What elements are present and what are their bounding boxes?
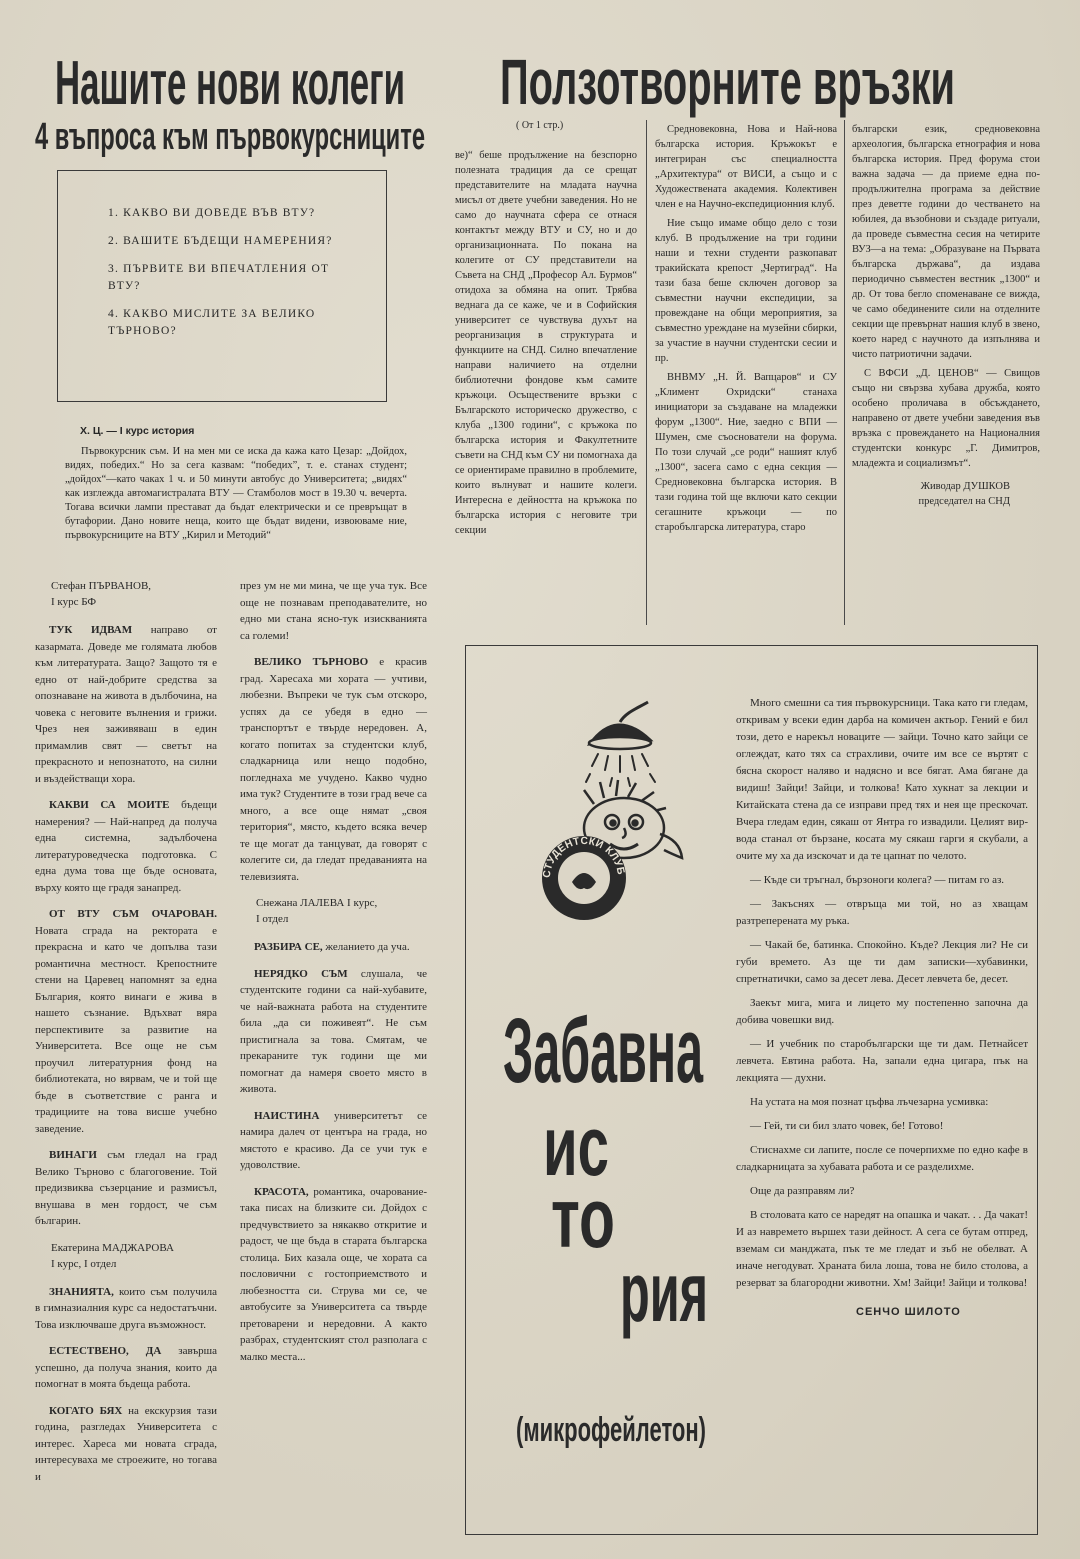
- article-paragraph: [240, 966, 427, 1098]
- paragraph-text: които съм получила в гимназиалния курс са недостатъчни. Това изключваше друга възможност.: [35, 1285, 217, 1331]
- feuilleton-title-text: Забавна: [503, 1000, 704, 1092]
- author-course: I отдел: [256, 913, 289, 925]
- paragraph-text: през ум не ми мина, че ще уча тук. Все още не познавам преподавателите, но едно ми стана ясно-тук изискванията са големи!: [240, 580, 427, 642]
- feuilleton-subtitle-text: (микрофейлетон): [516, 1411, 706, 1449]
- article-paragraph: ве)“ беше продължение на безспорно полезната традиция да се срещат представителите на младата научна мисъл от двете учебни заведения. Но не само до научната сфера се отнася контактът между ВТУ и СУ, но и до организационната. По покана на колегите от СУ представители на Съвета на СНД „Професор Ал. Бурмов“ отидоха за обмяна на опит. Трябва веднага да се каже, че и в Софийския университет се чувствува духът на реорганизация в структурата и функциите на СНД. Силно впечатление направи наличието на отделни библиотечни фондове към самите кръжоци. Осъществените връзки с Българското историческо дружество, с клуба „1300 години“, с кръжока по българска история и Факултетните съвети на СНД към СУ ни помогнаха да се ориентираме правилно в проблемите, които вълнуват и нашите колеги. Интересна е дейността на кръжока по българска история с неговите три секции: [455, 150, 637, 536]
- continued-from-note: ( От 1 стр.): [516, 120, 564, 131]
- left-article-headline: [55, 52, 407, 114]
- badge-text: СТУДЕНТСКИ КЛУБ: [540, 834, 628, 879]
- questions-box: [57, 170, 387, 402]
- paragraph-text: завърша успешно, да получа знания, които да помогнат в моята бъдеща работа.: [35, 1345, 217, 1390]
- paragraph-text: романтика, очарование-така писах на близките си. Дойдох с предчувствието за някакво откритие и радост, че ще бъда в старата българска столица. Бих казала още, че хората са пословични с гостоприемството и любезността си. Струва ми се, че автобусите за Университета са твърде претоварени и нередовни. А както разбрах, студентският стол разполага с малко места...: [240, 1185, 427, 1363]
- feuilleton-paragraph: Много смешни са тия първокурсници. Така като ги гледам, откривам у всеки един дарба на комичен актьор. Гений е бил този, дето е нарекъл новаците — зайци. Точно като зайци се оглеждат, като тях са страхливи, очите им все се въртят с бясна скорост наляво и надясно и все бягат. Ама бягане да видиш! Зайци! Зайци, и толкова! Като хукнат за лекции и Китайската стена да се изправи пред тях и нея ще прескочат. Вчера гледам един, сякаш от Янтра го извадили. Целият вир-вода станал от бързане, косата му сякаш гарги я скубали, а очите му ха да изскочат и да те цапнат по челото.: [736, 697, 1028, 862]
- left-article-column-2: [240, 578, 427, 1375]
- article-paragraph: [35, 1147, 217, 1230]
- feuilleton-title-text: то: [551, 1185, 615, 1255]
- article-paragraph: [35, 1284, 217, 1334]
- feuilleton-paragraph: — Закъснях — отвръща ми той, но аз хващам разтреперената му ръка.: [736, 898, 1028, 927]
- right-article-headline: [500, 52, 958, 120]
- author-block: [51, 1240, 217, 1272]
- feuilleton-title-text: ис: [543, 1115, 609, 1181]
- feuilleton-paragraph: Още да разправям ли?: [750, 1185, 855, 1197]
- feuilleton-title-part-3: [551, 1185, 619, 1255]
- paragraph-lead: НАИСТИНА: [254, 1109, 320, 1122]
- feuilleton-title-part-4: [620, 1255, 712, 1345]
- paragraph-lead: ЗНАНИЯТА,: [49, 1285, 114, 1298]
- article-paragraph: [240, 939, 427, 956]
- article-paragraph: [35, 906, 217, 1137]
- article-paragraph: [35, 1403, 217, 1486]
- question-1: 1. КАКВО ВИ ДОВЕДЕ ВЪВ ВТУ?: [108, 207, 316, 219]
- paragraph-text: Новата сграда на ректората е прекрасна и като че допълва тази романтична местност. Крепостните стени на Царевец напомнят за една България, която винаги е жива в нашето съзнание. Вдъхват вяра перспективите за развитие на Университета. Все още не съм проучил литературния фонд на библиотеката, но вярвам, че и той ще бъде в съответствие с ранга и традициите на това висше учебно заведение.: [35, 924, 217, 1135]
- feuilleton-title-part-1: [503, 1000, 707, 1092]
- feuilleton-paragraph: В столовата като се наредят на опашка и чакат. . . Да чакат! И аз навремето вършех тази дейност. А сега се бутам отпред, вземам си манджата, пък те ме гледат и зъб не обелват. А иначе негодуват. Храната била лоша, това не било столова, а резерват за благородни животни. Хм! Зайци! Зайци и толкова!: [736, 1209, 1028, 1289]
- article-signature: [852, 479, 1040, 509]
- column-divider: [646, 120, 647, 625]
- article-paragraph: Средновековна, Нова и Най-нова българска история. Кръжокът е интегриран със специалността „Архитектура“ от ВИСИ, а също и с Художествената академия. Колективен член е на Научно-експедиционния клуб.: [655, 124, 837, 210]
- feuilleton-text: [736, 695, 1028, 1328]
- paragraph-lead: ТУК ИДВАМ: [49, 624, 133, 636]
- water-drops: [586, 754, 655, 786]
- paragraph-text: слушала, че студентските години са най-хубавите, че най-важната работа на студентите била „да си поживеят“. Не съм пристигнала за това. Смятам, че прекараните тук години ще ми помогнат да намеря своето място в живота.: [240, 967, 427, 1095]
- author-name: Стефан ПЪРВАНОВ,: [51, 580, 152, 592]
- feuilleton-paragraph: Заекът мига, мига и лицето му постепенно започна да добива човешки вид.: [736, 997, 1028, 1026]
- author-course: I курс, I отдел: [51, 1257, 117, 1270]
- paragraph-text: желанието да уча.: [322, 941, 410, 953]
- feuilleton-illustration: [520, 700, 730, 930]
- article-paragraph: [35, 797, 217, 896]
- author-course: I курс БФ: [51, 596, 97, 608]
- article-paragraph: [240, 1184, 427, 1366]
- author-block: [256, 895, 427, 927]
- intro-paragraph: Първокурсник съм. И на мен ми се иска да кажа като Цезар: „Дойдох, видях, победих.“ Но за сега казвам: “победих”, т. е. станах студент; „дойдох“—като чаках 1 ч. и 50 минути автобус до Университета; „видях“ как изглежда автомагистралата ВТУ — Стамболов мост в 19.30 ч. вечерта. Тогава всички лампи престават да бъдат електрически и се превръщат в бутафории. Дано новите неща, които ще бъдат видени, извоюваме ние, първокурсниците на ВТУ „Кирил и Методий“: [65, 446, 407, 541]
- question-2: 2. ВАШИТЕ БЪДЕЩИ НАМЕРЕНИЯ?: [108, 235, 333, 247]
- paragraph-lead: ОТ ВТУ СЪМ ОЧАРОВАН.: [49, 908, 217, 920]
- paragraph-text: университетът се намира далеч от центъра на града, но мястото е красиво. Да се учи тук е удоволствие.: [240, 1109, 427, 1171]
- paragraph-lead: КОГАТО БЯХ: [49, 1404, 123, 1417]
- author-name: Екатерина МАДЖАРОВА: [51, 1241, 174, 1254]
- left-article-subheadline: [35, 115, 427, 161]
- column-divider: [844, 120, 845, 625]
- right-article-column-2: [655, 122, 837, 539]
- right-article-column-1: [455, 148, 637, 542]
- author-block: [51, 578, 217, 610]
- left-article-column-1: [35, 578, 217, 1495]
- signature-role: председател на СНД: [918, 496, 1010, 507]
- intro-byline: Х. Ц. — I курс история: [80, 425, 195, 437]
- paragraph-lead: КАКВИ СА МОИТЕ: [49, 799, 170, 811]
- article-paragraph: български език, средновековна археология, българска етнография и нова българска история. Пред форума стои важна задача — да приеме една по-продължителна програма за действие през деветте години до честването на юбилея, да възобнови и създаде ритуали, да проведе съвместна сесия на четирите ВУЗ—а на тема: „Образуване на Първата българска държава“, да издава периодично съвместен вестник „1300“ и др. От това бегло споменаване се вижда, че само обединените сили на отделните секции ще превърнат нашия клуб в звено, което наред с научното да изпълнява и чисто патриотични задачи.: [852, 124, 1040, 360]
- feuilleton-paragraph: — Къде си тръгнал, бързоноги колега? — питам го аз.: [750, 874, 1005, 886]
- feuilleton-signature: СЕНЧО ШИЛОТО: [856, 1306, 961, 1318]
- right-article-column-3: [852, 122, 1040, 509]
- paragraph-text: направо от казармата. Доведе ме голямата любов към литературата. Защо? Защото тя е едно от най-добрите средства за опознаване на живота в дълбочина, на човека с неговите вълнения и грижи. Чрез нея заживяваш в един примамлив свят — светът на прекрасното и непознатото, на силни и въздействащи хора.: [35, 624, 217, 785]
- paragraph-lead: ВЕЛИКО ТЪРНОВО: [254, 656, 369, 668]
- paragraph-lead: НЕРЯДКО СЪМ: [254, 967, 348, 980]
- signature-name: Живодар ДУШКОВ: [920, 481, 1010, 492]
- paragraph-text: е красив град. Харесаха ми хората — учтиви, любезни. Въпреки че тук съм отскоро, успях да се убедя в едно — транспортът е твърде нередовен. А, когато попитах за студентски клуб, сладкарница или нещо подобно, погледнаха ме учудено. Какво чудно има тук? Студентите в този град вече са много, а все още нямат „своя територия“, място, където всяка вечер те ще могат да танцуват, да говорят с колегите си, да гледат предаванията на телевизията.: [240, 656, 427, 883]
- feuilleton-paragraph: Стиснахме си лапите, после се почерпихме по едно кафе в сладкарницата за хубавата работа и се разделихме.: [736, 1144, 1028, 1173]
- feuilleton-title-text: рия: [620, 1255, 708, 1339]
- feuilleton-paragraph: — Гей, ти си бил злато човек, бе! Готово!: [750, 1120, 944, 1132]
- right-article-headline-text: Ползотворните връзки: [500, 52, 955, 118]
- author-name: Снежана ЛАЛЕВА I курс,: [256, 897, 378, 909]
- paragraph-lead: ВИНАГИ: [49, 1149, 97, 1161]
- article-paragraph: Ние също имаме общо дело с този клуб. В продължение на три години наши и техни студенти разкопават тракийската крепост „Чертиград“. На тази база беше сключен договор за съвместни научни експедиции, за провеждане на общи мероприятия, за съвместно уреждане на музейни сбирки, за участие в научни студентски сесии и пр.: [655, 218, 837, 364]
- article-paragraph: ВНВМУ „Н. Й. Вапцаров“ и СУ „Климент Охридски“ станаха инициатори за създаване на младежки форум „1300“. Ние, заедно с ВПИ — Шумен, сме съоснователи на форума. По този случай „се роди“ нашият клуб „1300“, засега само с една секция — Средновековна българска история. В тази година той ще включи като секции сегашните кръжоци — по старобългарска литература, старо: [655, 372, 837, 533]
- paragraph-lead: РАЗБИРА СЕ,: [254, 941, 323, 953]
- feuilleton-subtitle: [516, 1405, 710, 1455]
- shower-head-icon: [589, 702, 651, 749]
- paragraph-lead: ЕСТЕСТВЕНО, ДА: [49, 1345, 162, 1357]
- feuilleton-paragraph: — Чакай бе, батинка. Спокойно. Къде? Лекция ли? Не си губи времето. Аз ще ти дам записки—хубавинки, спретнатички, само за десет лева. Десет левчета бе, десет.: [736, 939, 1028, 985]
- article-paragraph: [240, 1108, 427, 1174]
- article-paragraph: [35, 1343, 217, 1393]
- left-article-subheadline-text: 4 въпроса към първокурсниците: [35, 116, 425, 158]
- article-paragraph: [35, 622, 217, 787]
- paragraph-text: съм гледал на град Велико Търново с благоговение. Той предизвиква съзерцание и размисъл, внушава в мен гордост, че съм българин.: [35, 1149, 217, 1227]
- question-4: 4. КАКВО МИСЛИТЕ ЗА ВЕЛИКО ТЪРНОВО?: [108, 308, 316, 337]
- article-paragraph: [240, 654, 427, 885]
- feuilleton-paragraph: — И учебник по старобългарски ще ти дам. Петнайсет левчета. Евтина работа. На, запали една цигара, пък на лекцията — духни.: [736, 1038, 1028, 1084]
- paragraph-text: бъдещи намерения? — Най-напред да получа една системна, задълбочена литературоведческа подготовка. С една дума това ще бъде основата, върху която ще градя занапред.: [35, 799, 217, 894]
- feuilleton-paragraph: На устата на моя познат цъфва лъчезарна усмивка:: [750, 1096, 989, 1108]
- left-article-headline-text: Нашите нови колеги: [55, 52, 405, 114]
- question-3: 3. ПЪРВИТЕ ВИ ВПЕЧАТЛЕНИЯ ОТ ВТУ?: [108, 263, 330, 292]
- paragraph-text: на екскурзия тази година, разгледах Университета с интерес. Хареса ми новата сграда, интересуваха ме строежите, но тогава и: [35, 1404, 217, 1483]
- article-paragraph: [240, 578, 427, 644]
- feuilleton-title-part-2: [543, 1115, 613, 1181]
- paragraph-lead: КРАСОТА,: [254, 1185, 309, 1198]
- article-paragraph: С ВФСИ „Д. ЦЕНОВ“ — Свищов също ни свързва хубава дружба, която особено проличава в обсъждането, направено от двете учебни заведения във връзка с провеждането на Националния студентски конкурс „Г. Димитров, младежта и социализмът“.: [852, 368, 1040, 469]
- student-club-badge: [541, 835, 627, 920]
